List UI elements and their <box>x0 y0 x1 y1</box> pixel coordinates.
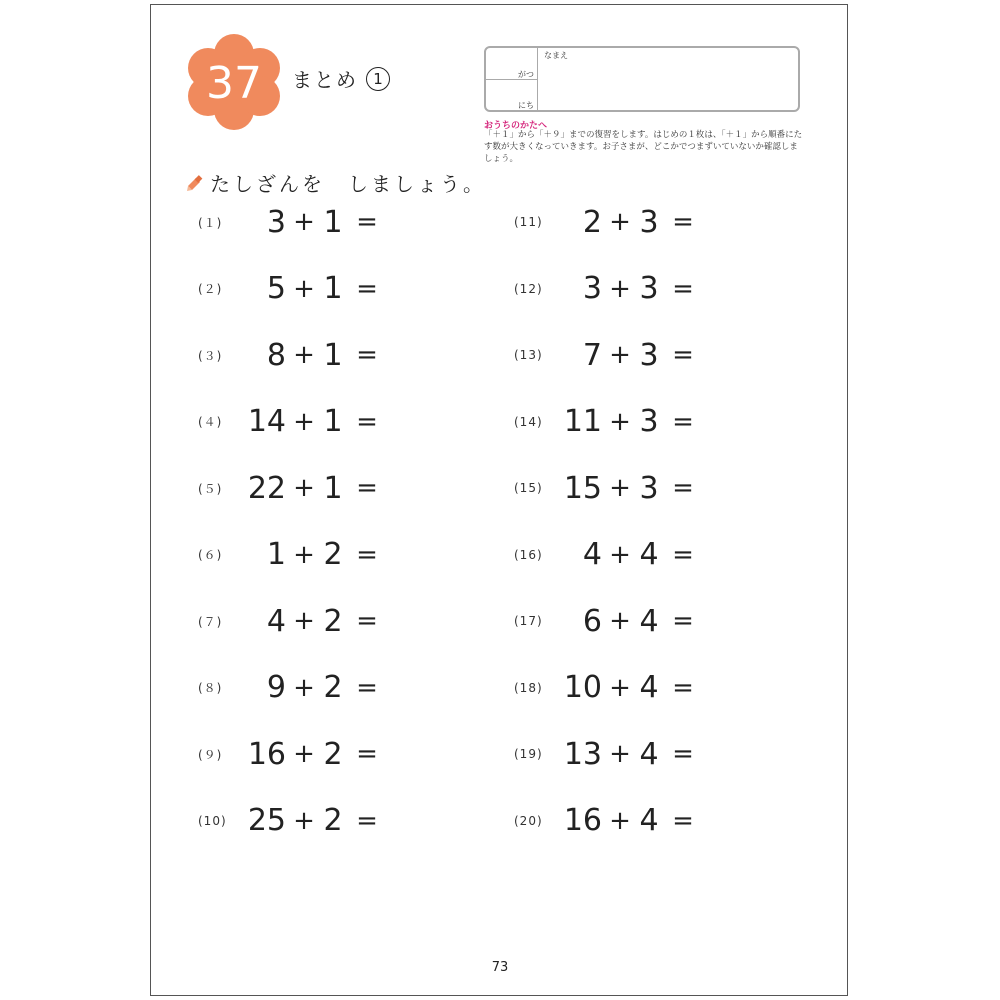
second-operand: 4 <box>639 736 659 772</box>
equals-sign: = <box>672 539 694 570</box>
problem-number: (16) <box>514 547 543 562</box>
equals-sign: = <box>672 340 694 370</box>
second-operand: 1 <box>323 204 343 240</box>
problem-item <box>514 801 706 841</box>
problem-item <box>198 801 390 841</box>
problem-item <box>514 269 706 309</box>
problem-item <box>198 734 390 774</box>
equals-sign: = <box>356 273 378 304</box>
first-operand: 9 <box>266 670 286 705</box>
equals-sign: = <box>672 672 694 703</box>
equals-sign: = <box>672 273 694 304</box>
first-operand: 4 <box>266 603 286 639</box>
problem-item <box>514 601 706 641</box>
problem-number: (19) <box>514 747 543 761</box>
plus-sign: + <box>293 739 315 769</box>
equals-sign: = <box>672 473 694 503</box>
page-number: 73 <box>491 960 509 975</box>
problem-number: (３) <box>198 348 223 363</box>
equals-sign: = <box>356 606 378 636</box>
plus-sign: + <box>293 672 315 703</box>
plus-sign: + <box>609 207 631 237</box>
equals-sign: = <box>356 672 378 703</box>
problem-item <box>514 668 706 708</box>
plus-sign: + <box>609 340 631 370</box>
day-label: にち <box>518 101 534 110</box>
second-operand: 3 <box>639 404 659 439</box>
first-operand: 7 <box>582 337 602 373</box>
first-operand: 22 <box>247 470 286 506</box>
plus-sign: + <box>293 805 315 836</box>
instruction <box>186 168 486 197</box>
problem-item <box>198 335 390 375</box>
month-label: がつ <box>518 70 534 79</box>
first-operand: 25 <box>247 803 286 838</box>
problem-number: (７) <box>198 614 223 629</box>
first-operand: 3 <box>582 271 602 306</box>
parent-note-heading: おうちのかたへ <box>484 121 548 131</box>
name-label: なまえ <box>544 51 568 60</box>
second-operand: 2 <box>323 537 343 572</box>
flower-badge-icon <box>180 34 288 130</box>
second-operand: 2 <box>323 736 343 772</box>
problem-number: (17) <box>514 614 543 628</box>
problem-number: (２) <box>198 282 223 296</box>
problem-number: (12) <box>514 281 543 296</box>
second-operand: 2 <box>323 670 343 705</box>
problem-item <box>514 402 706 442</box>
problem-item <box>514 335 706 375</box>
second-operand: 4 <box>639 670 659 705</box>
first-operand: 15 <box>563 470 602 506</box>
plus-sign: + <box>293 273 315 304</box>
circled-number: 1 <box>366 67 390 91</box>
plus-sign: + <box>609 739 631 769</box>
problem-number: (11) <box>514 215 543 229</box>
parent-note-body: 「＋１」から「＋９」までの復習をします。はじめの１枚は、「＋１」から順番にたす数が大きくなっていきます。お子さまが、どこかでつまずいていないか確認しましょう。 <box>484 130 803 164</box>
plus-sign: + <box>293 207 315 237</box>
problem-item <box>198 535 390 575</box>
first-operand: 13 <box>563 736 602 772</box>
plus-sign: + <box>293 606 315 636</box>
second-operand: 3 <box>639 337 659 373</box>
problem-number: (４) <box>198 415 223 429</box>
first-operand: 3 <box>266 204 286 240</box>
first-operand: 8 <box>266 337 286 373</box>
second-operand: 2 <box>323 803 343 838</box>
plus-sign: + <box>609 805 631 836</box>
first-operand: 16 <box>247 736 286 772</box>
problem-item <box>198 601 390 641</box>
equals-sign: = <box>356 805 378 836</box>
problem-number: (10) <box>198 813 227 828</box>
first-operand: 6 <box>582 603 602 639</box>
pencil-icon <box>186 174 204 192</box>
first-operand: 5 <box>266 271 286 306</box>
problem-item <box>514 535 706 575</box>
first-operand: 4 <box>582 537 602 572</box>
equals-sign: = <box>356 473 378 503</box>
problem-number: (14) <box>514 414 543 429</box>
second-operand: 3 <box>639 470 659 506</box>
name-date-box <box>484 46 800 112</box>
plus-sign: + <box>609 473 631 503</box>
second-operand: 4 <box>639 603 659 639</box>
problem-number: (13) <box>514 348 543 362</box>
problem-item <box>198 269 390 309</box>
equals-sign: = <box>356 539 378 570</box>
first-operand: 11 <box>563 404 602 439</box>
problem-item <box>198 402 390 442</box>
plus-sign: + <box>293 539 315 570</box>
problem-number: (９) <box>198 747 223 762</box>
problem-number: (６) <box>198 548 223 562</box>
problem-number: (18) <box>514 680 543 695</box>
second-operand: 1 <box>323 271 343 306</box>
first-operand: 1 <box>266 537 286 572</box>
equals-sign: = <box>672 606 694 636</box>
equals-sign: = <box>356 207 378 237</box>
equals-sign: = <box>672 805 694 836</box>
second-operand: 1 <box>323 470 343 506</box>
equals-sign: = <box>356 340 378 370</box>
equals-sign: = <box>356 739 378 769</box>
instruction-text: たしざんを しましょう。 <box>210 172 486 196</box>
equals-sign: = <box>672 739 694 769</box>
problem-item <box>198 202 390 242</box>
second-operand: 2 <box>323 603 343 639</box>
problem-number: (１) <box>198 215 223 230</box>
first-operand: 10 <box>563 670 602 705</box>
title-text: まとめ <box>292 68 358 92</box>
plus-sign: + <box>609 606 631 636</box>
equals-sign: = <box>672 207 694 237</box>
plus-sign: + <box>609 273 631 304</box>
second-operand: 3 <box>639 271 659 306</box>
first-operand: 14 <box>247 404 286 439</box>
second-operand: 4 <box>639 803 659 838</box>
second-operand: 3 <box>639 204 659 240</box>
first-operand: 16 <box>563 803 602 838</box>
first-operand: 2 <box>582 204 602 240</box>
problem-number: (８) <box>198 681 223 695</box>
lesson-number-badge <box>180 34 288 130</box>
second-operand: 1 <box>323 404 343 439</box>
problem-number: (15) <box>514 481 543 495</box>
problem-item <box>198 468 390 508</box>
problem-number: (20) <box>514 813 543 828</box>
plus-sign: + <box>609 672 631 703</box>
problem-number: (５) <box>198 481 223 496</box>
second-operand: 4 <box>639 537 659 572</box>
problem-item <box>514 202 706 242</box>
lesson-number: 37 <box>206 58 262 109</box>
problem-item <box>514 468 706 508</box>
problem-item <box>514 734 706 774</box>
second-operand: 1 <box>323 337 343 373</box>
plus-sign: + <box>293 340 315 370</box>
equals-sign: = <box>672 406 694 437</box>
plus-sign: + <box>609 406 631 437</box>
equals-sign: = <box>356 406 378 437</box>
plus-sign: + <box>609 539 631 570</box>
plus-sign: + <box>293 406 315 437</box>
problem-item <box>198 668 390 708</box>
plus-sign: + <box>293 473 315 503</box>
page-title <box>292 64 390 93</box>
